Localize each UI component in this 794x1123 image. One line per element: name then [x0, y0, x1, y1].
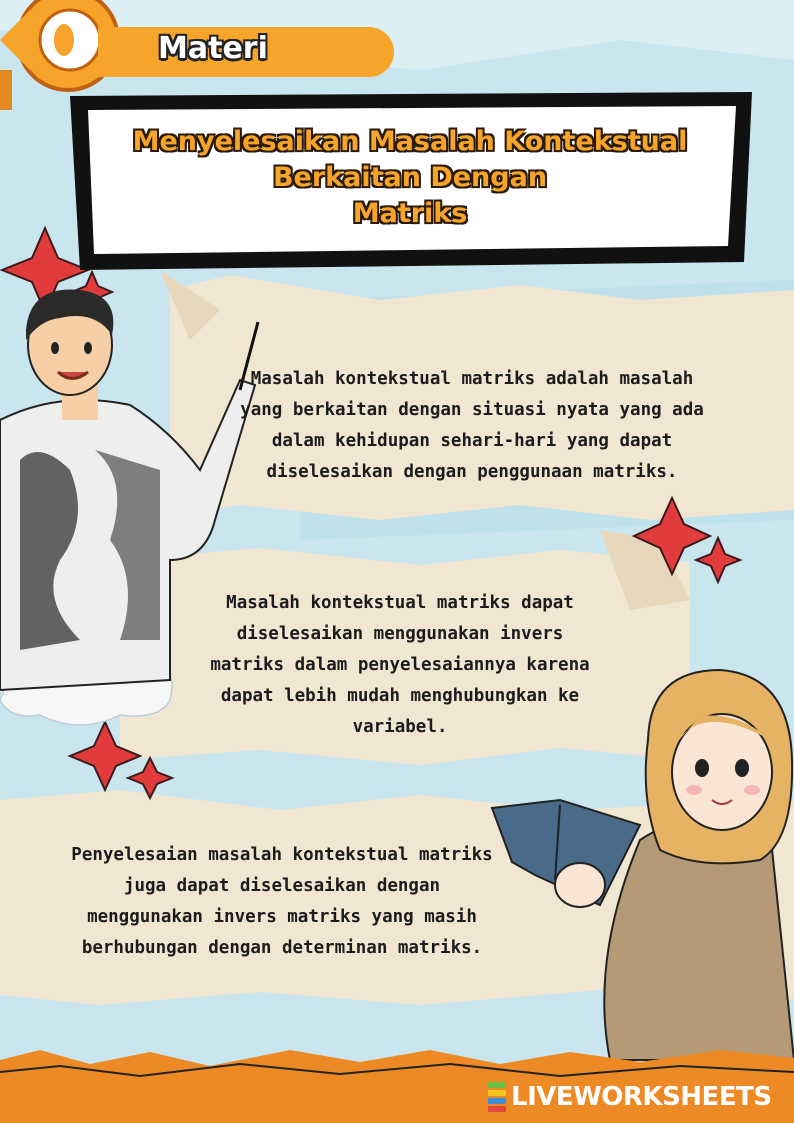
title-line-3: Matriks — [352, 198, 468, 229]
topic-badge-label: Materi — [158, 31, 268, 66]
page-title — [100, 124, 720, 232]
title-line-1: Menyelesaikan Masalah Kontekstual — [132, 126, 688, 157]
liveworksheets-logo-icon — [488, 1082, 506, 1112]
paragraph-invers: Masalah kontekstual matriks dapat diselesaikan menggunakan invers matriks dalam penyelesaiannya karena dapat lebih mudah menghubungkan ke variabel. — [210, 593, 590, 737]
liveworksheets-logo[interactable] — [488, 1082, 772, 1112]
paragraph-definition: Masalah kontekstual matriks adalah masalah yang berkaitan dengan situasi nyata yang ada dalam kehidupan sehari-hari yang dapat diselesaikan dengan penggunaan matriks. — [240, 369, 704, 482]
title-line-2: Berkaitan Dengan — [272, 162, 548, 193]
liveworksheets-logo-text: LIVEWORKSHEETS — [511, 1082, 772, 1112]
paragraph-determinan: Penyelesaian masalah kontekstual matriks juga dapat diselesaikan dengan menggunakan invers matriks yang masih berhubungan dengan determinan matriks. — [71, 845, 493, 958]
